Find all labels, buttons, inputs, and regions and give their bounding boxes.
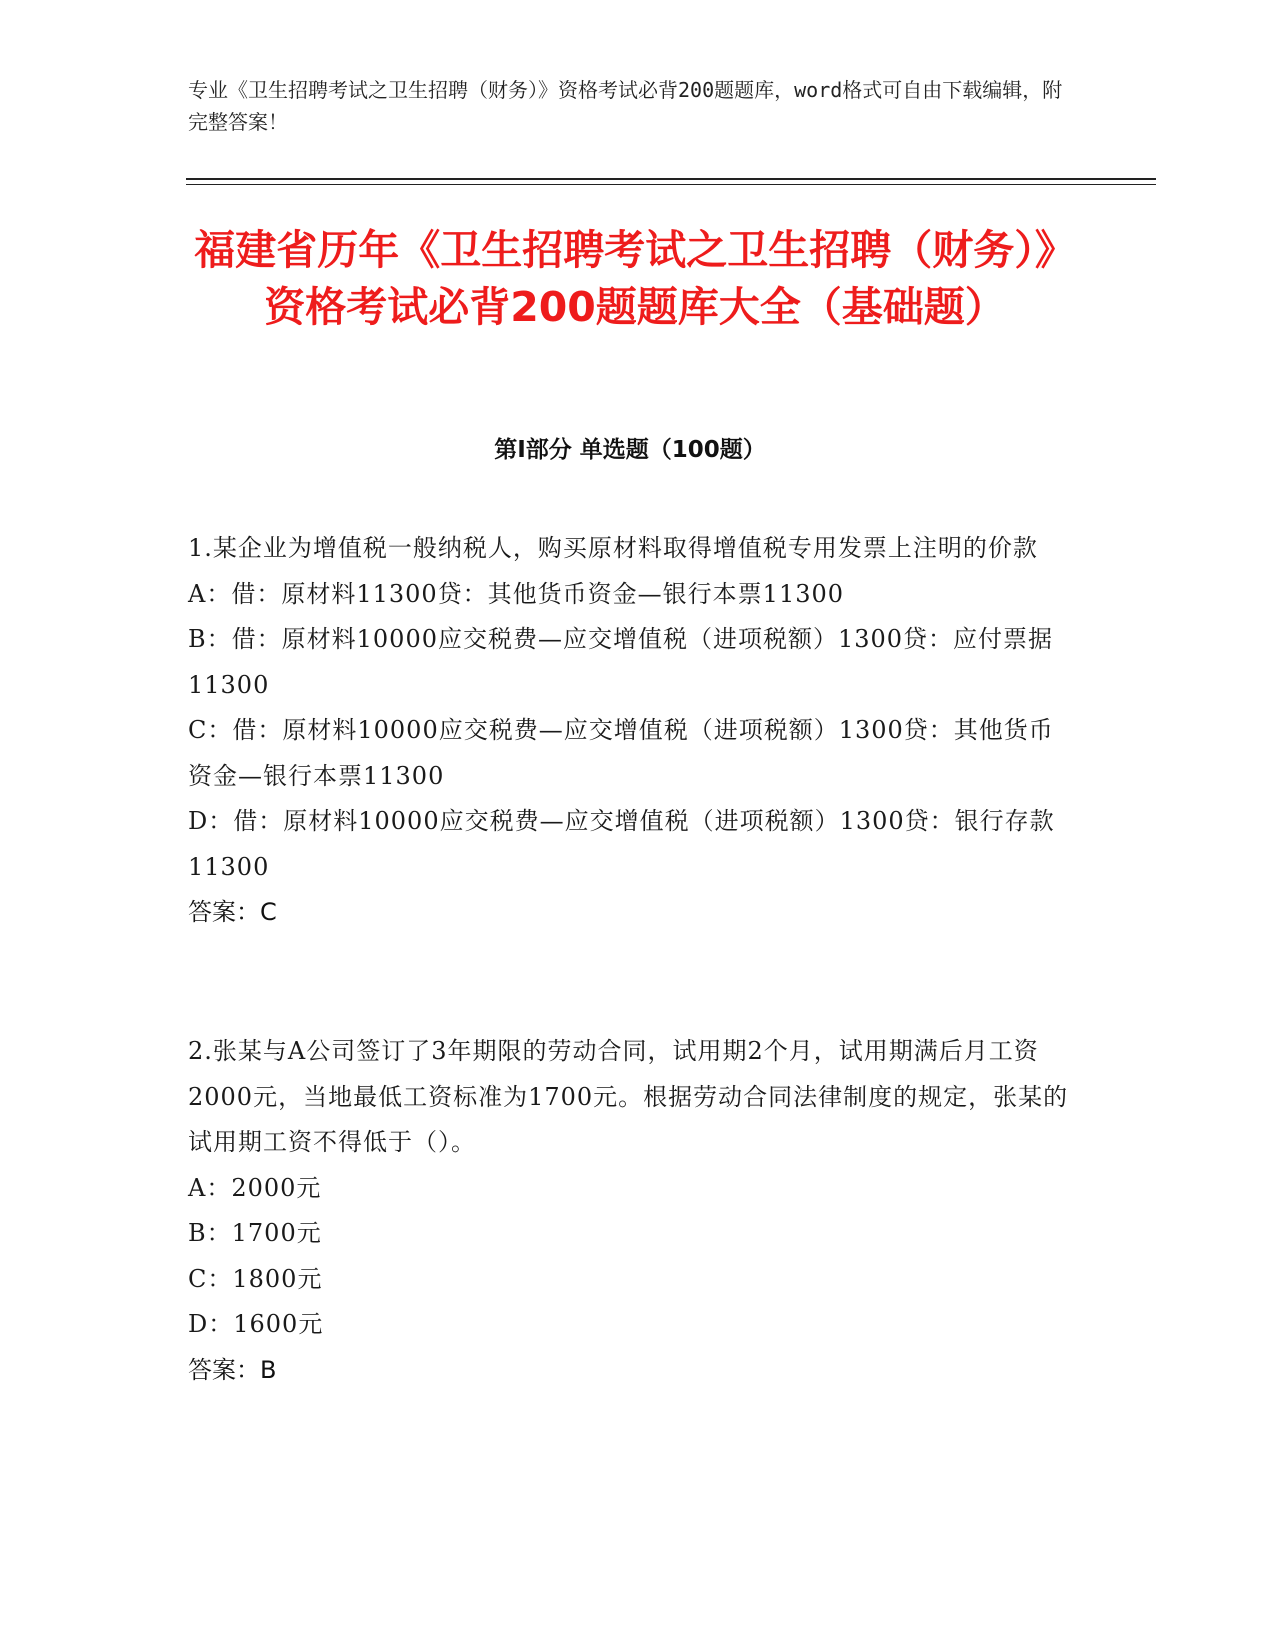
section-heading: 第Ⅰ部分 单选题（100题）	[494, 437, 766, 463]
option-b: B：1700元	[188, 1219, 322, 1247]
question-stem: 1.某企业为增值税一般纳税人，购买原材料取得增值税专用发票上注明的价款	[188, 534, 1038, 562]
header-divider-thin	[186, 184, 1156, 185]
question-2	[188, 1029, 1078, 1393]
option-c: C：借：原材料10000应交税费—应交增值税（进项税额）1300贷：其他货币资金—银行本票11300	[188, 716, 1054, 790]
option-d: D：借：原材料10000应交税费—应交增值税（进项税额）1300贷：银行存款11300	[188, 807, 1055, 881]
answer-line: 答案：C	[188, 898, 277, 926]
header-note: 专业《卫生招聘考试之卫生招聘（财务）》资格考试必背200题题库，word格式可自由下载编辑，附完整答案！	[188, 78, 1063, 134]
option-a: A：借：原材料11300贷：其他货币资金—银行本票11300	[188, 579, 845, 608]
option-a: A：2000元	[188, 1173, 322, 1202]
question-stem: 2.张某与A公司签订了3年期限的劳动合同，试用期2个月，试用期满后月工资2000元，当地最低工资标准为1700元。根据劳动合同法律制度的规定，张某的试用期工资不得低于（）。	[188, 1037, 1069, 1156]
header-divider-thick	[186, 178, 1156, 180]
option-c: C：1800元	[188, 1264, 323, 1293]
option-b: B：借：原材料10000应交税费—应交增值税（进项税额）1300贷：应付票据11300	[188, 625, 1054, 699]
option-d: D：1600元	[188, 1310, 324, 1338]
question-1	[188, 526, 1078, 936]
answer-line: 答案：B	[188, 1355, 277, 1384]
document-title: 福建省历年《卫生招聘考试之卫生招聘（财务）》资格考试必背200题题库大全（基础题）	[194, 226, 1076, 331]
